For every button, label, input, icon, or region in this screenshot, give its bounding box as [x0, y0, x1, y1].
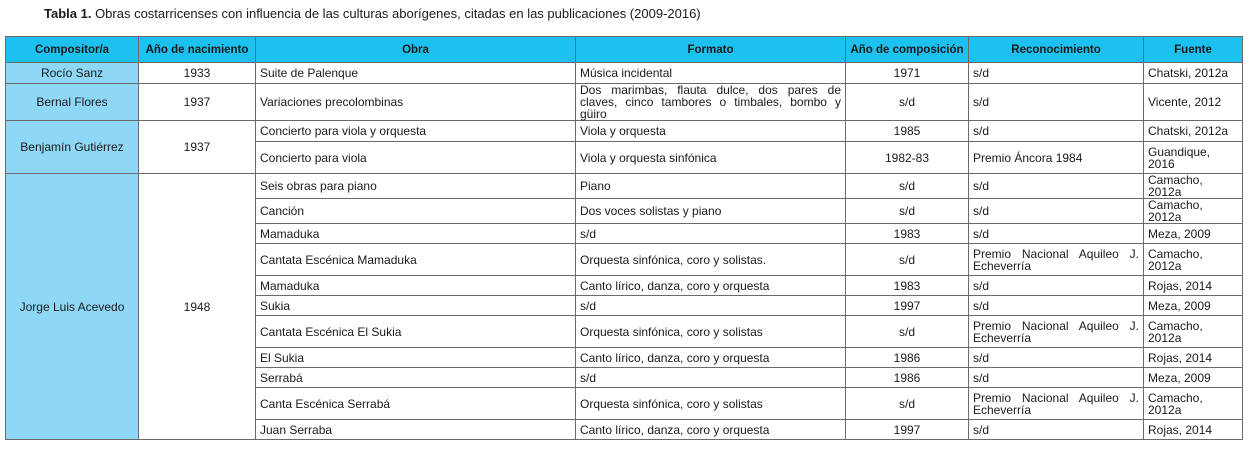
formato-cell: Orquesta sinfónica, coro y solistas.	[576, 244, 846, 276]
obra-cell: Concierto para viola y orquesta	[256, 121, 576, 142]
header-formato: Formato	[576, 37, 846, 63]
anio-cell: s/d	[846, 199, 969, 224]
fuente-cell: Rojas, 2014	[1144, 420, 1243, 440]
header-reconocimiento: Reconocimiento	[969, 37, 1144, 63]
header-fuente: Fuente	[1144, 37, 1243, 63]
fuente-cell: Meza, 2009	[1144, 296, 1243, 316]
reconocimiento-cell: s/d	[969, 63, 1144, 84]
fuente-cell: Camacho, 2012a	[1144, 316, 1243, 348]
formato-cell: Canto lírico, danza, coro y orquesta	[576, 348, 846, 368]
anio-cell: 1983	[846, 224, 969, 244]
table-row	[6, 174, 1243, 199]
obra-cell: Suite de Palenque	[256, 63, 576, 84]
reconocimiento-cell: s/d	[969, 368, 1144, 388]
fuente-cell: Vicente, 2012	[1144, 84, 1243, 121]
reconocimiento-cell: Premio Nacional Aquileo J. Echeverría	[969, 388, 1144, 420]
composer-cell: Jorge Luis Acevedo	[6, 174, 139, 440]
anio-cell: s/d	[846, 174, 969, 199]
fuente-cell: Meza, 2009	[1144, 224, 1243, 244]
formato-cell: Dos voces solistas y piano	[576, 199, 846, 224]
fuente-cell: Guandique, 2016	[1144, 142, 1243, 174]
fuente-cell: Chatski, 2012a	[1144, 63, 1243, 84]
reconocimiento-cell: Premio Nacional Aquileo J. Echeverría	[969, 316, 1144, 348]
fuente-cell: Rojas, 2014	[1144, 348, 1243, 368]
obra-cell: Juan Serraba	[256, 420, 576, 440]
fuente-cell: Camacho, 2012a	[1144, 174, 1243, 199]
anio-cell: s/d	[846, 244, 969, 276]
reconocimiento-cell: s/d	[969, 296, 1144, 316]
obra-cell: Concierto para viola	[256, 142, 576, 174]
reconocimiento-cell: s/d	[969, 348, 1144, 368]
anio-cell: 1982-83	[846, 142, 969, 174]
reconocimiento-cell: s/d	[969, 224, 1144, 244]
birth-cell: 1937	[139, 84, 256, 121]
anio-cell: s/d	[846, 84, 969, 121]
reconocimiento-cell: Premio Áncora 1984	[969, 142, 1144, 174]
anio-cell: 1985	[846, 121, 969, 142]
obra-cell: Sukia	[256, 296, 576, 316]
table-row	[6, 63, 1243, 84]
table-caption	[44, 6, 701, 21]
anio-cell: 1983	[846, 276, 969, 296]
reconocimiento-cell: s/d	[969, 121, 1144, 142]
formato-cell: Dos marimbas, flauta dulce, dos pares de claves, cinco tambores o timbales, bombo y güiro	[576, 84, 846, 121]
fuente-cell: Camacho, 2012a	[1144, 388, 1243, 420]
formato-cell: Música incidental	[576, 63, 846, 84]
obra-cell: Cantata Escénica Mamaduka	[256, 244, 576, 276]
anio-cell: 1997	[846, 296, 969, 316]
header-compositor: Compositor/a	[6, 37, 139, 63]
caption-text: Obras costarricenses con influencia de las culturas aborígenes, citadas en las publicaciones (2009-2016)	[91, 6, 701, 21]
fuente-cell: Camacho, 2012a	[1144, 199, 1243, 224]
anio-cell: 1986	[846, 348, 969, 368]
fuente-cell: Camacho, 2012a	[1144, 244, 1243, 276]
table-row	[6, 121, 1243, 142]
obra-cell: El Sukia	[256, 348, 576, 368]
anio-cell: 1986	[846, 368, 969, 388]
reconocimiento-cell: s/d	[969, 276, 1144, 296]
obra-cell: Canción	[256, 199, 576, 224]
obra-cell: Canta Escénica Serrabá	[256, 388, 576, 420]
formato-cell: Viola y orquesta sinfónica	[576, 142, 846, 174]
fuente-cell: Meza, 2009	[1144, 368, 1243, 388]
formato-cell: s/d	[576, 224, 846, 244]
obra-cell: Serrabá	[256, 368, 576, 388]
birth-cell: 1948	[139, 174, 256, 440]
composer-cell: Bernal Flores	[6, 84, 139, 121]
fuente-cell: Chatski, 2012a	[1144, 121, 1243, 142]
formato-cell: Canto lírico, danza, coro y orquesta	[576, 420, 846, 440]
anio-cell: s/d	[846, 388, 969, 420]
reconocimiento-cell: s/d	[969, 420, 1144, 440]
formato-cell: s/d	[576, 296, 846, 316]
composer-cell: Benjamín Gutiérrez	[6, 121, 139, 174]
reconocimiento-cell: s/d	[969, 174, 1144, 199]
formato-cell: Canto lírico, danza, coro y orquesta	[576, 276, 846, 296]
header-anio-nacimiento: Año de nacimiento	[139, 37, 256, 63]
fuente-cell: Rojas, 2014	[1144, 276, 1243, 296]
birth-cell: 1937	[139, 121, 256, 174]
obra-cell: Variaciones precolombinas	[256, 84, 576, 121]
obra-cell: Mamaduka	[256, 276, 576, 296]
works-table	[5, 36, 1243, 440]
anio-cell: s/d	[846, 316, 969, 348]
header-row	[6, 37, 1243, 63]
reconocimiento-cell: s/d	[969, 199, 1144, 224]
anio-cell: 1997	[846, 420, 969, 440]
formato-cell: Piano	[576, 174, 846, 199]
obra-cell: Mamaduka	[256, 224, 576, 244]
header-anio-composicion: Año de composición	[846, 37, 969, 63]
obra-cell: Seis obras para piano	[256, 174, 576, 199]
birth-cell: 1933	[139, 63, 256, 84]
reconocimiento-cell: Premio Nacional Aquileo J. Echeverría	[969, 244, 1144, 276]
formato-cell: Orquesta sinfónica, coro y solistas	[576, 388, 846, 420]
formato-cell: s/d	[576, 368, 846, 388]
caption-label: Tabla 1.	[44, 6, 92, 21]
header-obra: Obra	[256, 37, 576, 63]
composer-cell: Rocío Sanz	[6, 63, 139, 84]
reconocimiento-cell: s/d	[969, 84, 1144, 121]
table-row	[6, 84, 1243, 121]
obra-cell: Cantata Escénica El Sukia	[256, 316, 576, 348]
formato-cell: Viola y orquesta	[576, 121, 846, 142]
formato-cell: Orquesta sinfónica, coro y solistas	[576, 316, 846, 348]
anio-cell: 1971	[846, 63, 969, 84]
